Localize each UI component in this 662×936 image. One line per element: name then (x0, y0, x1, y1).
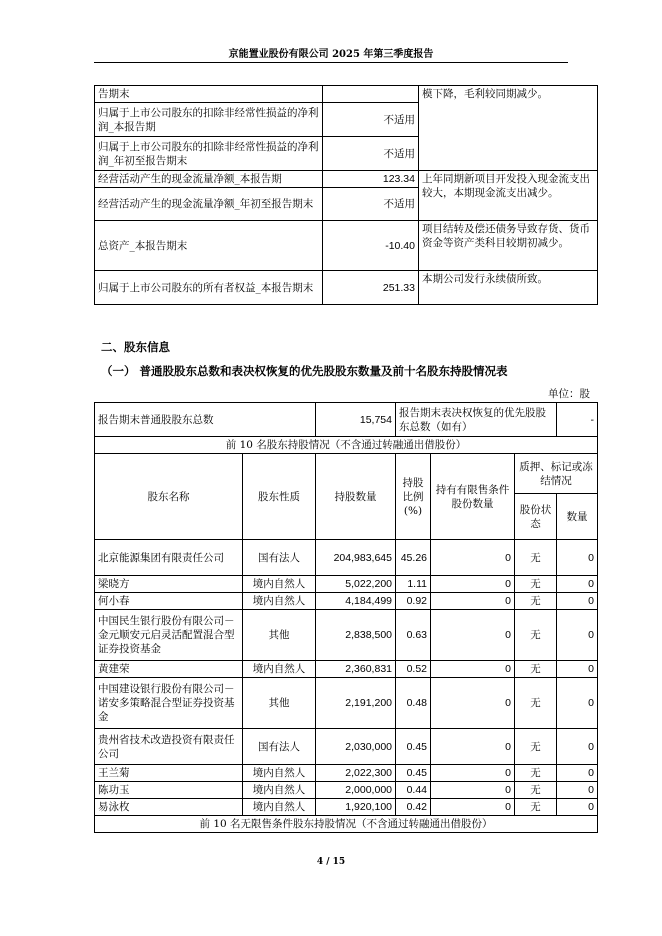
fin-row-reason: 本期公司发行永续债所致。 (419, 271, 598, 305)
table-row (95, 799, 598, 816)
page-header-title: 京能置业股份有限公司 2025 年第三季度报告 (228, 49, 434, 60)
shareholder-restricted: 0 (431, 540, 515, 576)
shareholder-qty: 0 (557, 678, 598, 729)
col-header-nature: 股东性质 (243, 454, 316, 540)
shareholder-restricted: 0 (431, 678, 515, 729)
fin-row-reason: 项目结转及偿还债务导致存货、货币资金等资产类科目较期初减少。 (419, 221, 598, 271)
shareholder-nature: 国有法人 (243, 729, 316, 765)
fin-row-label: 经营活动产生的现金流量净额_年初至报告期末 (95, 188, 323, 221)
shareholder-restricted: 0 (431, 661, 515, 678)
shareholder-shares: 204,983,645 (316, 540, 396, 576)
shareholder-status: 无 (515, 765, 557, 782)
total-shareholders-label: 报告期末普通股股东总数 (95, 403, 316, 437)
shareholder-qty: 0 (557, 782, 598, 799)
section-title-shareholders: 二、股东信息 (101, 340, 170, 354)
shareholder-shares: 2,360,831 (316, 661, 396, 678)
table-row (95, 610, 598, 661)
fin-row-label: 经营活动产生的现金流量净额_本报告期 (95, 171, 323, 188)
pref-shareholders-label: 报告期末表决权恢复的优先股股东总数（如有） (396, 403, 557, 437)
fin-row-label: 归属于上市公司股东的扣除非经常性损益的净利润_本报告期 (95, 103, 323, 137)
fin-row-value: -10.40 (323, 221, 419, 271)
shareholder-shares: 4,184,499 (316, 593, 396, 610)
shareholder-status: 无 (515, 782, 557, 799)
subsection-title: （一） 普通股股东总数和表决权恢复的优先股股东数量及前十名股东持股情况表 (101, 364, 508, 378)
shareholder-shares: 2,191,200 (316, 678, 396, 729)
fin-row-value (323, 86, 419, 103)
shareholder-restricted: 0 (431, 782, 515, 799)
shareholder-name: 北京能源集团有限责任公司 (95, 540, 243, 576)
table-row (95, 765, 598, 782)
fin-row-reason: 模下降，毛利较同期减少。 (419, 86, 598, 171)
shareholder-shares: 2,000,000 (316, 782, 396, 799)
shareholder-ratio: 0.45 (396, 729, 431, 765)
shareholder-nature: 境内自然人 (243, 661, 316, 678)
shareholder-status: 无 (515, 661, 557, 678)
shareholder-ratio: 0.45 (396, 765, 431, 782)
shareholder-ratio: 0.52 (396, 661, 431, 678)
col-header-ratio: 持股比例(%) (396, 454, 431, 540)
shareholder-name: 中国民生银行股份有限公司－金元顺安元启灵活配置混合型证券投资基金 (95, 610, 243, 661)
col-header-qty: 数量 (557, 494, 598, 540)
shareholder-name: 王兰菊 (95, 765, 243, 782)
shareholder-ratio: 1.11 (396, 576, 431, 593)
shareholder-shares: 2,030,000 (316, 729, 396, 765)
shareholder-qty: 0 (557, 610, 598, 661)
fin-row-value: 不适用 (323, 137, 419, 171)
fin-row-reason: 上年同期新项目开发投入现金流支出较大，本期现金流支出减少。 (419, 171, 598, 221)
fin-row-value: 123.34 (323, 171, 419, 188)
unit-label: 单位：股 (548, 388, 590, 400)
shareholder-restricted: 0 (431, 799, 515, 816)
shareholder-qty: 0 (557, 799, 598, 816)
col-header-status: 股份状态 (515, 494, 557, 540)
shareholder-name: 梁晓方 (95, 576, 243, 593)
shareholder-status: 无 (515, 729, 557, 765)
shareholder-name: 黄建荣 (95, 661, 243, 678)
shareholder-ratio: 45.26 (396, 540, 431, 576)
shareholder-restricted: 0 (431, 765, 515, 782)
table-row (95, 729, 598, 765)
pref-shareholders-value: - (557, 403, 598, 437)
shareholder-qty: 0 (557, 765, 598, 782)
shareholder-restricted: 0 (431, 729, 515, 765)
shareholder-qty: 0 (557, 661, 598, 678)
col-header-shares: 持股数量 (316, 454, 396, 540)
shareholder-status: 无 (515, 678, 557, 729)
table-row (95, 678, 598, 729)
shareholder-nature: 境内自然人 (243, 765, 316, 782)
shareholder-name: 贵州省技术改造投资有限责任公司 (95, 729, 243, 765)
financial-indicator-table (94, 85, 598, 305)
shareholder-nature: 境内自然人 (243, 782, 316, 799)
fin-row-value: 不适用 (323, 103, 419, 137)
shareholder-status: 无 (515, 799, 557, 816)
table-row (95, 782, 598, 799)
table-row (95, 540, 598, 576)
shareholder-table (94, 402, 598, 833)
shareholder-restricted: 0 (431, 593, 515, 610)
shareholder-shares: 2,022,300 (316, 765, 396, 782)
col-header-name: 股东名称 (95, 454, 243, 540)
shareholder-restricted: 0 (431, 610, 515, 661)
fin-row-label: 归属于上市公司股东的所有者权益_本报告期末 (95, 271, 323, 305)
fin-row-label: 归属于上市公司股东的扣除非经常性损益的净利润_年初至报告期末 (95, 137, 323, 171)
shareholder-ratio: 0.48 (396, 678, 431, 729)
shareholder-nature: 国有法人 (243, 540, 316, 576)
shareholder-ratio: 0.42 (396, 799, 431, 816)
header-divider (94, 62, 568, 63)
shareholder-shares: 5,022,200 (316, 576, 396, 593)
shareholder-name: 中国建设银行股份有限公司－诺安多策略混合型证券投资基金 (95, 678, 243, 729)
shareholder-nature: 境内自然人 (243, 799, 316, 816)
col-header-pledge: 质押、标记或冻结情况 (515, 454, 598, 494)
shareholder-status: 无 (515, 540, 557, 576)
col-header-restricted: 持有有限售条件股份数量 (431, 454, 515, 540)
page-number: 4 / 15 (316, 857, 346, 867)
shareholder-name: 易泳枚 (95, 799, 243, 816)
table-row (95, 661, 598, 678)
shareholder-qty: 0 (557, 540, 598, 576)
table-row (95, 593, 598, 610)
shareholder-ratio: 0.44 (396, 782, 431, 799)
unrestricted-section-title: 前 10 名无限售条件股东持股情况（不含通过转融通出借股份） (95, 816, 598, 833)
shareholder-qty: 0 (557, 576, 598, 593)
shareholder-name: 陈功玉 (95, 782, 243, 799)
shareholder-restricted: 0 (431, 576, 515, 593)
shareholder-qty: 0 (557, 729, 598, 765)
shareholder-qty: 0 (557, 593, 598, 610)
shareholder-shares: 2,838,500 (316, 610, 396, 661)
shareholder-nature: 其他 (243, 678, 316, 729)
total-shareholders-value: 15,754 (316, 403, 396, 437)
shareholder-name: 何小春 (95, 593, 243, 610)
shareholder-status: 无 (515, 576, 557, 593)
top10-section-title: 前 10 名股东持股情况（不含通过转融通出借股份） (95, 437, 598, 454)
shareholder-nature: 境内自然人 (243, 593, 316, 610)
shareholder-shares: 1,920,100 (316, 799, 396, 816)
fin-row-value: 不适用 (323, 188, 419, 221)
table-row (95, 576, 598, 593)
shareholder-nature: 境内自然人 (243, 576, 316, 593)
shareholder-nature: 其他 (243, 610, 316, 661)
shareholder-ratio: 0.92 (396, 593, 431, 610)
fin-row-value: 251.33 (323, 271, 419, 305)
fin-row-label: 总资产_本报告期末 (95, 221, 323, 271)
shareholder-ratio: 0.63 (396, 610, 431, 661)
fin-row-label: 告期末 (95, 86, 323, 103)
shareholder-status: 无 (515, 610, 557, 661)
shareholder-status: 无 (515, 593, 557, 610)
